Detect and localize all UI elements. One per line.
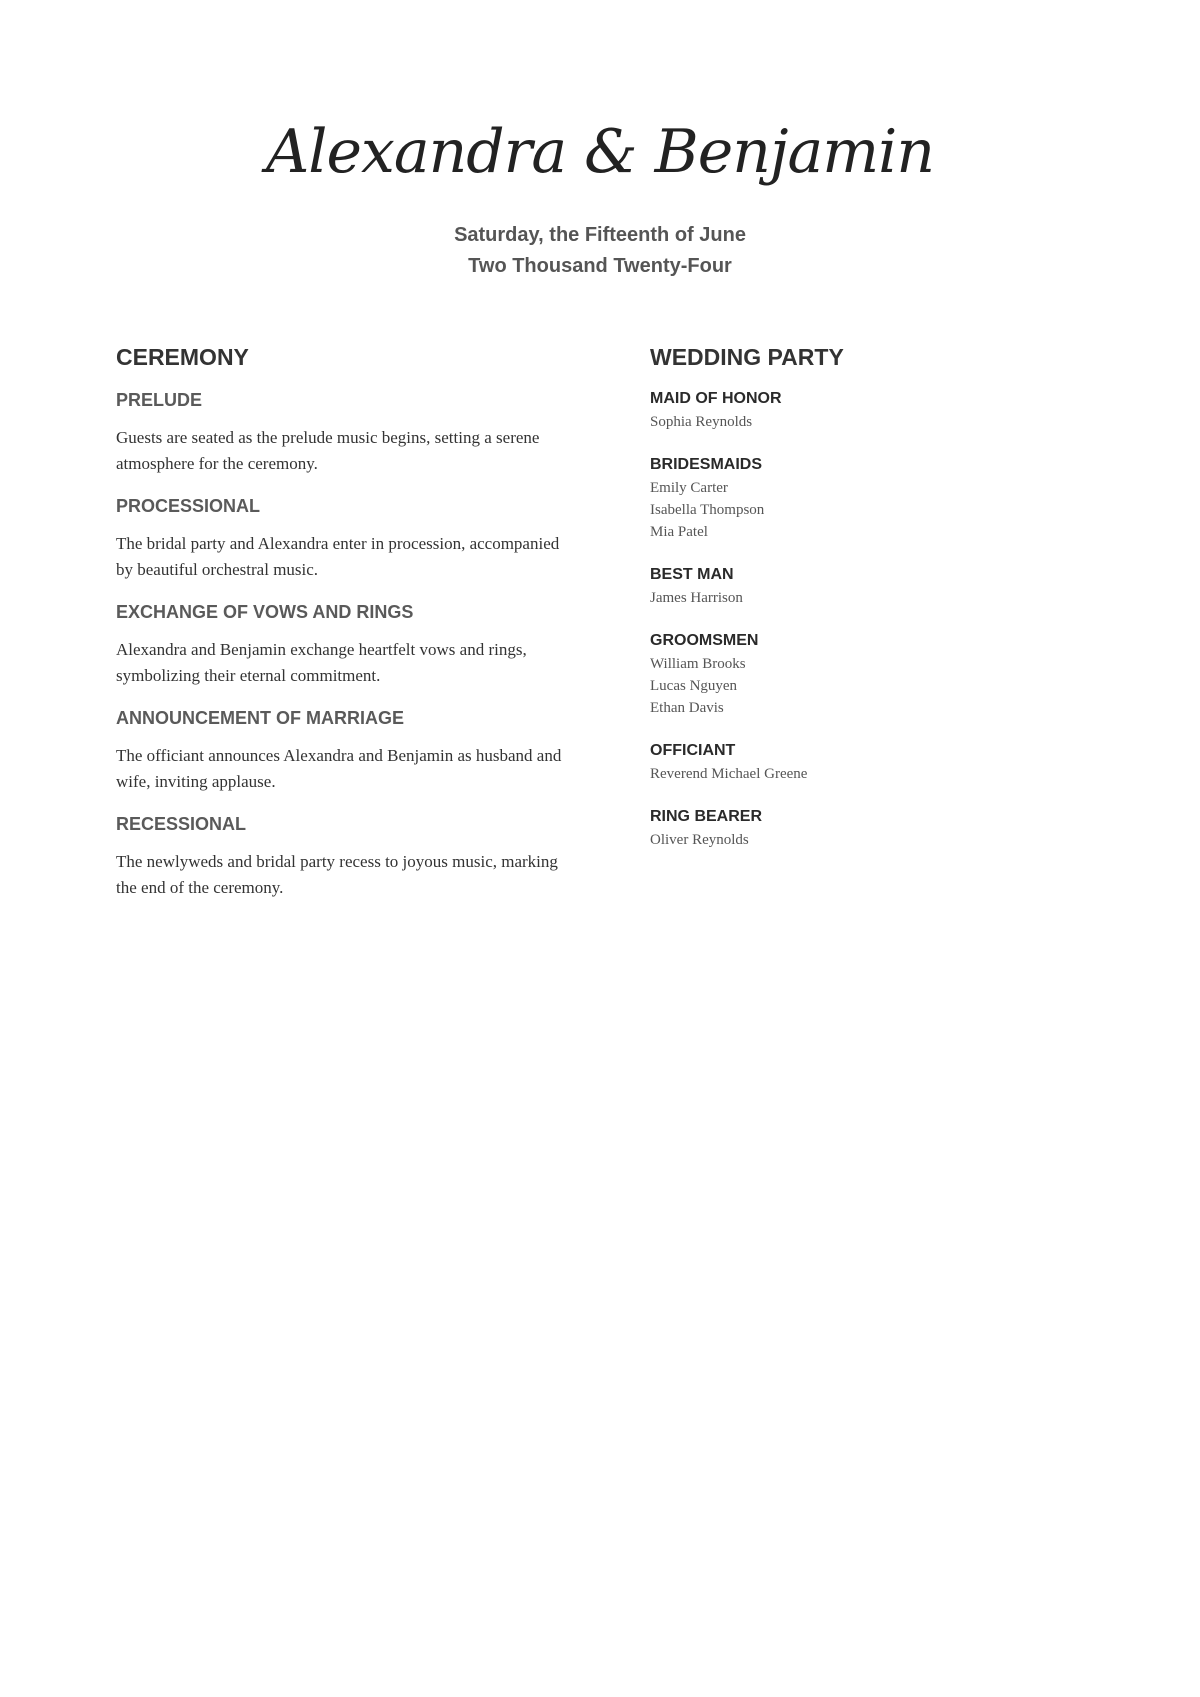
person-name: Oliver Reynolds [650,832,749,848]
ceremony-event-prelude [116,388,566,477]
role-title: BEST MAN [650,566,734,583]
role-title: RING BEARER [650,808,763,825]
date-block [0,220,1200,282]
couple-names-title: Alexandra & Benjamin [265,117,935,187]
role-title: MAID OF HONOR [650,390,782,407]
event-title: PROCESSIONAL [116,496,261,516]
wedding-party-column [650,342,1050,872]
ceremony-column [116,342,566,918]
event-description: The bridal party and Alexandra enter in procession, accompanied by beautiful orchestral music. [116,534,560,579]
person-name: Emily Carter [650,480,728,496]
role-groomsmen [650,630,1050,719]
person-name: Isabella Thompson [650,502,765,518]
ceremony-event-vows [116,600,566,689]
event-description: Guests are seated as the prelude music begins, setting a serene atmosphere for the ceremony. [116,428,540,473]
event-description: The newlyweds and bridal party recess to joyous music, marking the end of the ceremony. [116,852,558,897]
ceremony-event-announcement [116,706,566,795]
event-title: RECESSIONAL [116,814,247,834]
date-line-year: Two Thousand Twenty-Four [468,255,732,277]
role-best-man [650,564,1050,609]
ceremony-event-recessional [116,812,566,901]
event-title: ANNOUNCEMENT OF MARRIAGE [116,708,404,728]
person-name: James Harrison [650,590,743,606]
role-title: GROOMSMEN [650,632,759,649]
event-description: The officiant announces Alexandra and Benjamin as husband and wife, inviting applause. [116,746,562,791]
role-title: OFFICIANT [650,742,736,759]
wedding-party-heading: WEDDING PARTY [650,344,844,370]
person-name: William Brooks [650,656,746,672]
role-officiant [650,740,1050,785]
event-title: PRELUDE [116,390,203,410]
event-description: Alexandra and Benjamin exchange heartfelt vows and rings, symbolizing their eternal commitment. [116,640,527,685]
role-maid-of-honor [650,388,1050,433]
role-title: BRIDESMAIDS [650,456,763,473]
person-name: Mia Patel [650,524,708,540]
person-name: Lucas Nguyen [650,678,738,694]
person-name: Ethan Davis [650,700,724,716]
ceremony-heading: CEREMONY [116,344,249,370]
event-title: EXCHANGE OF VOWS AND RINGS [116,602,414,622]
date-line-day: Saturday, the Fifteenth of June [454,224,746,246]
ceremony-event-processional [116,494,566,583]
person-name: Sophia Reynolds [650,414,753,430]
person-name: Reverend Michael Greene [650,766,808,782]
role-ring-bearer [650,806,1050,851]
role-bridesmaids [650,454,1050,543]
